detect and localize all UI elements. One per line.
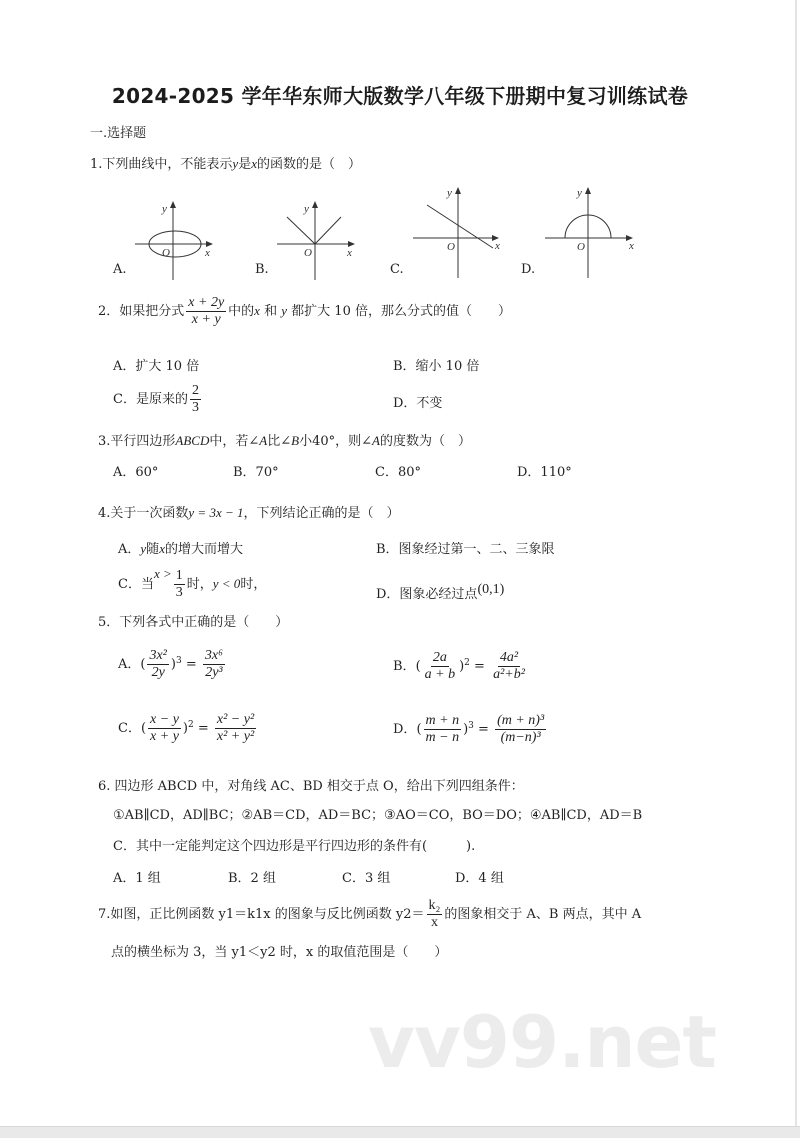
q5-option-b: B．( $\frac{2a}{a + b}$ )$^2$ = $\frac{\text{4a²}}{\text{a²+b²}}$ [393,650,525,683]
svg-text:x: x [347,247,352,259]
q6-option-b: B．2 组 [228,871,276,886]
q4-option-a: A．y随x的增大而增大 [118,541,243,557]
svg-text:x: x [629,240,634,252]
q6-option-a: A．1 组 [113,871,161,886]
question-4-stem: 4.关于一次函数y = 3x − 1，下列结论正确的是（ ） [98,505,400,521]
q6-option-c: C．3 组 [342,871,391,886]
question-5-stem: 5．下列各式中正确的是（ ） [98,615,289,630]
q1-option-d-label: D. [521,262,536,277]
svg-text:O: O [162,247,170,259]
question-1-stem [90,153,361,172]
section-heading: 一.选择题 [90,126,147,141]
svg-text:y: y [447,187,452,199]
q4-option-b: B．图象经过第一、二、三象限 [376,542,555,557]
page-title: 2024-2025 学年华东师大版数学八年级下册期中复习训练试卷 [111,84,689,108]
q1-option-b-label: B. [255,262,269,277]
question-6-ask: C．其中一定能判定这个四边形是平行四边形的条件有( ). [113,839,476,854]
q2-option-b: B．缩小 10 倍 [393,359,480,374]
q1-graph-c-line [413,183,503,278]
q1-var-x: x [251,156,257,171]
q1-text-a: 1.下列曲线中，不能表示 [90,157,233,172]
q1-graph-b-v-shape [277,195,362,280]
svg-text:x: x [495,240,500,252]
q1-option-a-label: A. [113,262,127,277]
q1-graph-d-semicircle [545,183,640,278]
q2-option-c: C．是原来的 $\frac{2}{3}$ [113,383,199,416]
svg-text:O: O [577,241,585,253]
q3-option-b: B．70° [233,465,279,480]
svg-text:y: y [304,203,309,215]
q1-text-c: 的函数的是（ ） [256,157,361,172]
q3-option-a: A．60° [113,465,159,480]
svg-text:O: O [304,247,312,259]
q2-option-d: D．不变 [393,396,443,411]
q1-var-y: y [232,156,239,171]
q5-option-d: D．( $\frac{m + n}{m - n}$ )$^3$ = $\frac{\text{(m + n)³}}{\text{(m−n)³}}$ [393,713,545,746]
q5-option-a: A．( $\frac{\text{3x²}}{2y}$ )$^3$ = $\frac{\text{3x⁶}}{\text{2y³}}$ [118,648,223,681]
question-2-stem: 2．如果把分式 $\frac{x + 2y}{x + y}$ 中的x 和 y 都扩大 10 倍，那么分式的值（ ） [98,295,511,328]
q2-text-a: 2．如果把分式 [98,304,185,320]
svg-text:x: x [205,247,210,259]
q5-option-c: C．( $\frac{x - y}{x + y}$ )$^2$ = $\frac{\text{x² − y²}}{\text{x² + y²}}$ [118,712,255,745]
q1-text-b: 是 [238,157,252,172]
watermark: vv99.net [368,1000,716,1084]
q4-option-c: C．当x > $\frac{1}{3}$ 时，y < 0时， [118,566,267,601]
q1-graph-a-ellipse [135,195,220,280]
question-6-stem: 6. 四边形 ABCD 中，对角线 AC、BD 相交于点 O，给出下列四组条件： [98,779,524,794]
svg-text:O: O [447,241,455,253]
q1-option-c-label: C. [390,262,404,277]
question-7-stem: 7.如图，正比例函数 y1＝k1x 的图象与反比例函数 y2＝ $\frac{\text{k₂}}{x}$ 的图象相交于 A、B 两点，其中 A [98,898,642,931]
question-3-stem: 3.平行四边形ABCD中，若∠A比∠B小40°，则∠A的度数为（ ） [98,433,472,449]
question-7-line2: 点的横坐标为 3，当 y1＜y2 时，x 的取值范围是（ ） [111,945,448,960]
q6-option-d: D．4 组 [455,871,504,886]
page-bottom-edge [0,1126,800,1138]
q2-option-a: A．扩大 10 倍 [113,359,200,374]
q3-option-c: C．80° [375,465,421,480]
q2-fraction: $\frac{x + 2y}{x + y}$ [188,295,225,328]
svg-text:y: y [577,187,582,199]
q3-option-d: D．110° [517,465,572,480]
svg-text:y: y [162,203,167,215]
question-6-conditions: ①AB∥CD，AD∥BC；②AB＝CD，AD＝BC；③AO＝CO，BO＝DO；④AB∥CD，AD＝B [113,808,643,823]
q4-option-d: D．图象必经过点(0,1) [376,582,505,602]
